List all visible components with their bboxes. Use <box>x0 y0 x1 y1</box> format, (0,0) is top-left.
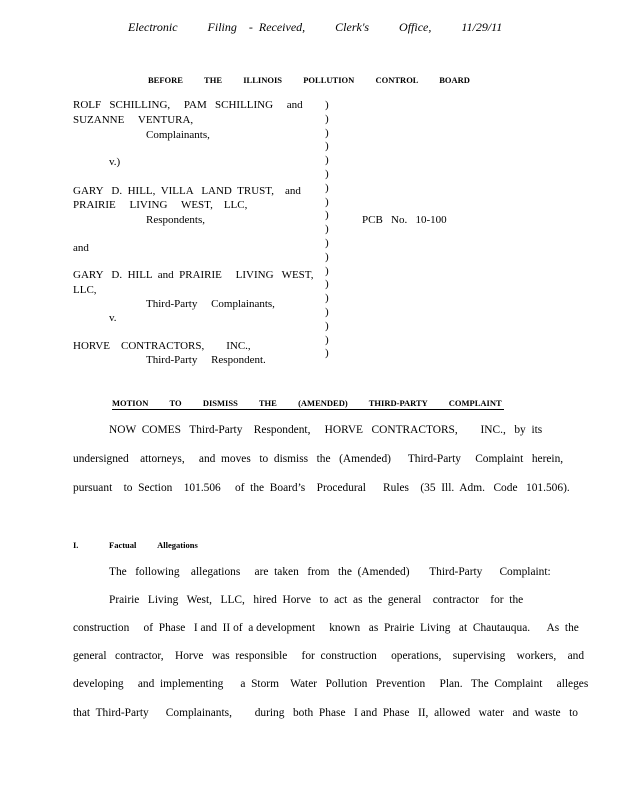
caption-paren: ) <box>325 99 329 111</box>
caption-paren: ) <box>325 333 329 346</box>
paragraph-line: The following allegations are taken from the (Amended) Third-Party Complaint: <box>109 566 551 578</box>
electronic-filing-stamp: Electronic Filing - Received, Clerk's Office, 11/29/11 <box>128 20 503 34</box>
caption-paren: ) <box>325 264 329 277</box>
paragraph-line: undersigned attorneys, and moves to dismiss the (Amended) Third-Party Complaint herein, <box>73 453 564 465</box>
caption-party-line: HORVE CONTRACTORS, INC., <box>73 340 251 352</box>
paragraph-line: general contractor, Horve was responsible for construction operations, supervising workers, and <box>73 650 585 662</box>
paragraph-line: Prairie Living West, LLC, hired Horve to act as the general contractor for the <box>109 594 524 606</box>
caption-party-line: GARY D. HILL and PRAIRIE LIVING WEST, <box>73 269 314 281</box>
caption-paren: ) <box>325 126 329 139</box>
caption-paren: ) <box>325 167 329 180</box>
caption-paren: ) <box>325 140 329 153</box>
caption-paren: ) <box>325 223 329 236</box>
case-number: PCB No. 10-100 <box>362 214 447 226</box>
caption-paren: ) <box>325 319 329 332</box>
caption-paren: ) <box>325 112 329 125</box>
caption-paren: ) <box>325 278 329 291</box>
section-number: I. <box>73 540 79 550</box>
caption-party-line: ROLF SCHILLING, PAM SCHILLING and <box>73 99 303 111</box>
caption-paren: ) <box>325 250 329 263</box>
caption-party-line: SUZANNE VENTURA, <box>73 114 194 126</box>
caption-party-line: PRAIRIE LIVING WEST, LLC, <box>73 199 248 211</box>
caption-paren: ) <box>325 195 329 208</box>
caption-and: and <box>73 242 89 254</box>
caption-paren: ) <box>325 154 329 167</box>
motion-title: MOTION TO DISMISS THE (AMENDED) THIRD-PARTY COMPLAINT <box>112 398 504 410</box>
paragraph-line: developing and implementing a Storm Water Pollution Prevention Plan. The Complaint alleges <box>73 678 589 690</box>
paragraph-line: construction of Phase I and II of a development known as Prairie Living at Chautauqua. As the <box>73 622 579 634</box>
caption-paren: ) <box>325 292 329 305</box>
caption-role-line: Respondents, <box>146 214 205 226</box>
caption-party-line: GARY D. HILL, VILLA LAND TRUST, and <box>73 185 301 197</box>
paragraph-line: that Third-Party Complainants, during both Phase I and Phase II, allowed water and waste to <box>73 707 578 719</box>
caption-paren: ) <box>325 209 329 222</box>
caption-paren: ) <box>325 305 329 318</box>
board-heading: BEFORE THE ILLINOIS POLLUTION CONTROL BOARD <box>148 75 470 85</box>
caption-role-line: Third-Party Complainants, <box>146 298 275 310</box>
caption-paren: ) <box>325 347 329 360</box>
caption-paren: ) <box>325 181 329 194</box>
caption-paren: ) <box>325 236 329 249</box>
section-heading <box>73 540 198 550</box>
paragraph-line: pursuant to Section 101.506 of the Board’s Procedural Rules (35 Ill. Adm. Code 101.506). <box>73 482 570 494</box>
caption-versus: v.) <box>109 156 121 168</box>
caption-role-line: Complainants, <box>146 129 210 141</box>
caption-divider <box>325 99 329 361</box>
caption-versus: v. <box>109 312 117 324</box>
caption-party-line: LLC, <box>73 284 97 296</box>
paragraph-line: NOW COMES Third-Party Respondent, HORVE CONTRACTORS, INC., by its <box>109 424 543 436</box>
caption-role-line: Third-Party Respondent. <box>146 354 266 366</box>
section-title: Factual Allegations <box>109 540 198 550</box>
